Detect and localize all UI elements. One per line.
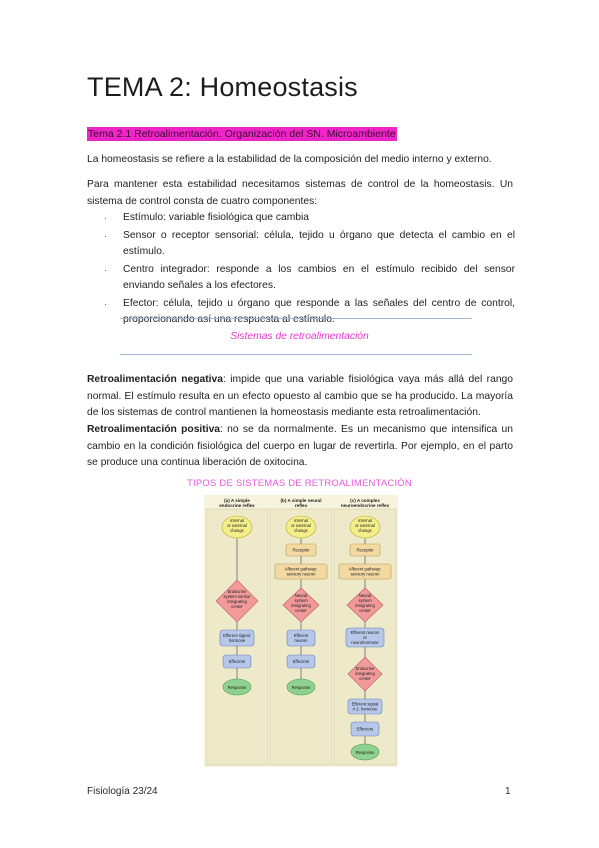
feedback-diagram bbox=[204, 495, 398, 767]
svg-text:Endocrine: Endocrine bbox=[227, 589, 247, 594]
intro-paragraph: La homeostasis se refiere a la estabilidad de la composición del medio interno y externo. bbox=[87, 154, 492, 165]
svg-text:Efferent signal: Efferent signal bbox=[351, 701, 379, 707]
column-a-header: (a) A simple bbox=[224, 498, 250, 503]
svg-text:or external: or external bbox=[355, 523, 375, 528]
footer-course: Fisiología 23/24 bbox=[87, 786, 158, 797]
positive-feedback-paragraph: Retroalimentación positiva: no se da normalmente. Es un mecanismo que intensifica un cambio en la condición fisiológica del cuerpo en lugar de revertirla. Por ejemplo, en el parto se produce una continua liberación de oxitocina. bbox=[87, 424, 513, 468]
svg-text:Response: Response bbox=[227, 685, 247, 690]
svg-text:center: center bbox=[295, 608, 307, 613]
svg-text:center: center bbox=[359, 676, 371, 681]
svg-text:Endocrine: Endocrine bbox=[355, 666, 375, 671]
column-a-header: endocrine reflex bbox=[219, 503, 255, 508]
divider-top bbox=[120, 318, 472, 319]
svg-text:Efferent signal:: Efferent signal: bbox=[223, 633, 251, 638]
svg-text:Neural: Neural bbox=[358, 593, 372, 598]
page-title: TEMA 2: Homeostasis bbox=[87, 72, 358, 102]
svg-text:system: system bbox=[294, 598, 308, 603]
svg-text:change: change bbox=[230, 528, 244, 533]
list-item: · Estímulo: variable fisiológica que cambia bbox=[87, 210, 515, 227]
svg-text:system: system bbox=[358, 598, 372, 603]
svg-text:Internal: Internal bbox=[294, 518, 308, 523]
negative-feedback-paragraph: Retroalimentación negativa: impide que una variable fisiológica vaya más allá del rango normal. El estímulo resulta en un efecto opuesto al cambio que se ha producido. La mayoría de los sistemas de control mantienen la homeostasis mediante esta retroalimentación. bbox=[87, 374, 513, 418]
svg-text:Efferent: Efferent bbox=[293, 633, 309, 638]
divider-bottom bbox=[120, 354, 472, 355]
svg-text:Afferent pathway:: Afferent pathway: bbox=[348, 566, 382, 572]
svg-text:# 2: hormone: # 2: hormone bbox=[352, 706, 378, 712]
svg-text:Neural: Neural bbox=[294, 593, 308, 598]
svg-text:sensory neuron: sensory neuron bbox=[286, 571, 316, 577]
control-intro-paragraph: Para mantener esta estabilidad necesitamos sistemas de control de la homeostasis. Un sistema de control consta de cuatro componentes: bbox=[87, 179, 513, 207]
svg-text:integrating: integrating bbox=[291, 603, 311, 608]
negative-feedback-term: Retroalimentación negativa bbox=[87, 374, 223, 385]
bullet-icon: · bbox=[104, 298, 107, 309]
svg-text:center: center bbox=[359, 608, 371, 613]
svg-text:Afferent pathway:: Afferent pathway: bbox=[284, 566, 318, 572]
section-heading: Tema 2.1 Retroalimentación. Organización del SN. Microambiente bbox=[88, 128, 396, 140]
svg-text:Receptor: Receptor bbox=[292, 547, 310, 553]
svg-text:or external: or external bbox=[227, 523, 247, 528]
svg-text:system sensor: system sensor bbox=[223, 594, 251, 599]
svg-text:change: change bbox=[294, 528, 308, 533]
svg-text:Efferent neuron: Efferent neuron bbox=[350, 630, 380, 635]
list-item: · Centro integrador: responde a los cambios en el estímulo recibido del sensor enviando señales a los efectores. bbox=[104, 263, 515, 291]
list-item: · Sensor o receptor sensorial: célula, tejido u órgano que detecta el cambio en el estímulo. bbox=[104, 229, 515, 257]
svg-text:integrating: integrating bbox=[355, 603, 375, 608]
column-b-header: (b) A simple neural bbox=[280, 498, 322, 503]
svg-text:hormone: hormone bbox=[228, 638, 246, 643]
page-number: 1 bbox=[505, 786, 511, 797]
bullet-icon: · bbox=[104, 213, 107, 223]
svg-text:neurohormone: neurohormone bbox=[351, 640, 379, 645]
positive-feedback-term: Retroalimentación positiva bbox=[87, 424, 221, 435]
components-list bbox=[87, 210, 515, 330]
column-c-header: neuroendocrine reflex bbox=[340, 503, 390, 508]
svg-text:Effectors: Effectors bbox=[228, 659, 246, 664]
svg-text:Response: Response bbox=[291, 685, 311, 690]
bullet-icon: · bbox=[104, 264, 107, 275]
bullet-icon: · bbox=[104, 230, 107, 241]
svg-text:sensory neuron: sensory neuron bbox=[350, 571, 380, 577]
svg-text:Effectors: Effectors bbox=[292, 659, 310, 664]
svg-text:Response: Response bbox=[355, 750, 375, 755]
column-c-header: (c) A complex bbox=[350, 498, 380, 503]
column-b-header: reflex bbox=[294, 503, 308, 508]
svg-text:integrating: integrating bbox=[227, 599, 247, 604]
subsection-title: Sistemas de retroalimentación bbox=[230, 331, 369, 342]
svg-text:Receptor: Receptor bbox=[356, 547, 374, 553]
svg-text:Internal: Internal bbox=[358, 518, 372, 523]
svg-text:center: center bbox=[231, 604, 243, 609]
svg-text:integrating: integrating bbox=[355, 671, 375, 676]
svg-text:change: change bbox=[358, 528, 372, 533]
svg-text:or: or bbox=[363, 635, 367, 640]
svg-text:neuron: neuron bbox=[294, 638, 308, 643]
figure-title: TIPOS DE SISTEMAS DE RETROALIMENTACIÓN bbox=[187, 478, 412, 489]
svg-text:Effectors: Effectors bbox=[356, 726, 374, 732]
svg-text:or external: or external bbox=[291, 523, 311, 528]
list-item: · Efector: célula, tejido u órgano que responde a las señales del centro de control, proporcionando así una respuesta al estímulo. bbox=[104, 297, 515, 325]
svg-text:Internal: Internal bbox=[230, 518, 244, 523]
